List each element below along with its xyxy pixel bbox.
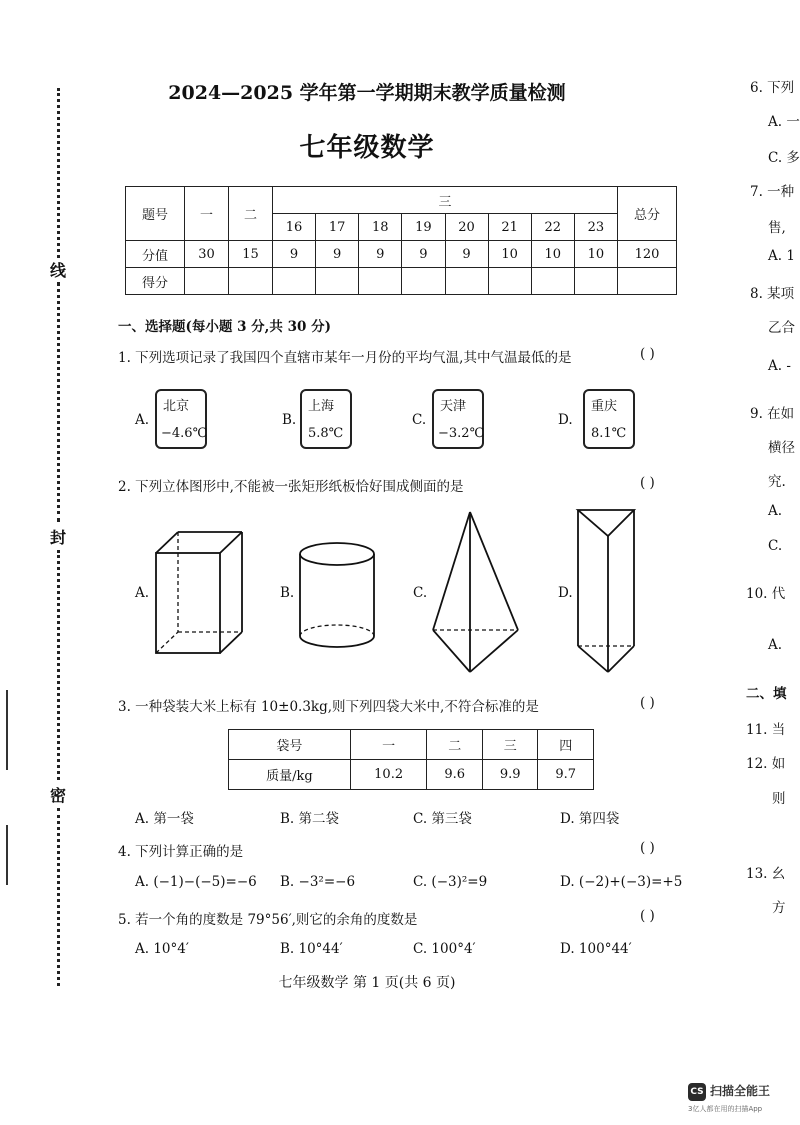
score-sub-number: 19: [402, 214, 445, 241]
right-page-line: 售,: [768, 220, 786, 236]
q5-option[interactable]: B. 10°44′: [280, 941, 343, 957]
right-page-line: 8. 某项: [750, 286, 795, 302]
city-name: 天津: [440, 399, 467, 414]
right-page-line: A. 1: [768, 248, 795, 264]
right-page-line: 6. 下列: [750, 80, 795, 96]
score-input-cell[interactable]: [185, 268, 229, 295]
right-page-line: C.: [768, 538, 783, 554]
q1-option-letter[interactable]: A.: [135, 412, 150, 428]
right-page-line: 二、填: [746, 686, 787, 702]
score-input-cell[interactable]: [229, 268, 273, 295]
score-label-points: 分值: [126, 241, 185, 268]
q3-option[interactable]: C. 第三袋: [413, 811, 472, 827]
scanner-brand: 扫描全能王: [710, 1084, 771, 1098]
rice-value-cell: 10.2: [350, 760, 427, 790]
score-points: 30: [185, 241, 229, 268]
rice-header-cell: 四: [538, 730, 594, 760]
q5-option[interactable]: D. 100°44′: [560, 941, 632, 957]
score-col-one: 一: [185, 187, 229, 241]
q5-option[interactable]: C. 100°4′: [413, 941, 476, 957]
score-points: 9: [402, 241, 445, 268]
question-2-stem: 2. 下列立体图形中,不能被一张矩形纸板恰好围成侧面的是: [118, 479, 464, 495]
score-sub-number: 18: [359, 214, 402, 241]
answer-paren[interactable]: ( ): [640, 908, 655, 924]
score-sub-number: 16: [273, 214, 316, 241]
score-input-cell[interactable]: [531, 268, 574, 295]
right-page-line: A.: [768, 503, 783, 519]
q1-option-box[interactable]: [583, 389, 635, 449]
right-page-line: 11. 当: [746, 722, 786, 738]
subject-title: 七年级数学: [299, 133, 435, 163]
temperature: 8.1℃: [591, 426, 627, 441]
score-col-total: 总分: [618, 187, 677, 241]
right-page-line: 究.: [768, 474, 786, 490]
rice-header-cell: 二: [427, 730, 483, 760]
city-name: 上海: [308, 399, 335, 414]
rice-value-cell: 质量/kg: [229, 760, 351, 790]
q3-option[interactable]: A. 第一袋: [135, 811, 194, 827]
right-page-line: 12. 如: [746, 756, 786, 772]
right-page-line: A. 一: [768, 114, 800, 130]
score-points: 9: [359, 241, 402, 268]
q4-option[interactable]: D. (−2)+(−3)=+5: [560, 874, 683, 890]
score-points: 9: [273, 241, 316, 268]
q4-option[interactable]: B. −3²=−6: [280, 874, 356, 890]
score-label-score: 得分: [126, 268, 185, 295]
q1-option-box[interactable]: [155, 389, 207, 449]
answer-paren[interactable]: ( ): [640, 840, 655, 856]
q5-option[interactable]: A. 10°4′: [135, 941, 189, 957]
score-points: 10: [531, 241, 574, 268]
score-points: 9: [445, 241, 488, 268]
score-input-cell[interactable]: [618, 268, 677, 295]
right-page-line: 乙合: [768, 320, 795, 336]
city-name: 北京: [163, 399, 190, 414]
score-sub-number: 21: [488, 214, 531, 241]
exam-title: 2024—2025 学年第一学期期末教学质量检测: [168, 82, 566, 104]
score-col-two: 二: [229, 187, 273, 241]
score-input-cell[interactable]: [574, 268, 617, 295]
right-page-line: 9. 在如: [750, 406, 795, 422]
score-points: 120: [618, 241, 677, 268]
rice-value-cell: 9.6: [427, 760, 483, 790]
score-col-three: 三: [273, 187, 618, 214]
question-1-stem: 1. 下列选项记录了我国四个直辖市某年一月份的平均气温,其中气温最低的是: [118, 350, 572, 366]
score-points: 10: [488, 241, 531, 268]
rice-value-cell: 9.9: [482, 760, 538, 790]
question-4-stem: 4. 下列计算正确的是: [118, 844, 244, 860]
temperature: −3.2℃: [438, 426, 485, 441]
q1-option-letter[interactable]: D.: [558, 412, 573, 428]
temperature: 5.8℃: [308, 426, 344, 441]
score-input-cell[interactable]: [273, 268, 316, 295]
score-input-cell[interactable]: [402, 268, 445, 295]
scanner-logo-icon: CS: [688, 1083, 706, 1101]
right-page-line: A.: [768, 637, 783, 653]
cylinder-figure[interactable]: [296, 540, 378, 652]
right-page-line: C. 多: [768, 150, 800, 166]
answer-paren[interactable]: ( ): [640, 695, 655, 711]
q2-option-letter[interactable]: B.: [280, 585, 295, 601]
question-5-stem: 5. 若一个角的度数是 79°56′,则它的余角的度数是: [118, 912, 418, 928]
score-sub-number: 22: [531, 214, 574, 241]
right-page-line: 则: [772, 791, 786, 807]
score-points: 15: [229, 241, 273, 268]
right-page-line: 横径: [768, 440, 795, 456]
triangular-prism-figure[interactable]: [574, 506, 640, 676]
binding-char-line: 线: [50, 261, 67, 280]
q3-option[interactable]: B. 第二袋: [280, 811, 340, 827]
q2-option-letter[interactable]: C.: [413, 585, 428, 601]
q2-option-letter[interactable]: A.: [135, 585, 150, 601]
right-page-line: 10. 代: [746, 586, 786, 602]
scan-edge-mark: [6, 690, 8, 770]
right-page-line: 13. 幺: [746, 866, 786, 882]
score-input-cell[interactable]: [316, 268, 359, 295]
right-page-line: A. -: [768, 358, 791, 374]
score-input-cell[interactable]: [445, 268, 488, 295]
score-label-question: 题号: [126, 187, 185, 241]
q4-option[interactable]: C. (−3)²=9: [413, 874, 488, 890]
question-3-stem: 3. 一种袋装大米上标有 10±0.3kg,则下列四袋大米中,不符合标准的是: [118, 699, 539, 715]
rice-header-cell: 一: [350, 730, 427, 760]
temperature: −4.6℃: [161, 426, 208, 441]
q1-option-box[interactable]: [300, 389, 352, 449]
binding-char-seal: 封: [50, 528, 67, 547]
score-points: 10: [574, 241, 617, 268]
scan-edge-mark: [6, 825, 8, 885]
section-heading: 一、选择题(每小题 3 分,共 30 分): [118, 319, 331, 335]
q1-option-letter[interactable]: C.: [412, 412, 427, 428]
score-table: [125, 186, 677, 295]
rice-value-cell: 9.7: [538, 760, 594, 790]
q2-option-letter[interactable]: D.: [558, 585, 573, 601]
score-points: 9: [316, 241, 359, 268]
city-name: 重庆: [591, 399, 618, 414]
answer-paren[interactable]: ( ): [640, 475, 655, 491]
rice-header-cell: 袋号: [229, 730, 351, 760]
binding-dotted-line: [57, 550, 60, 780]
page-footer: 七年级数学 第 1 页(共 6 页): [278, 975, 456, 991]
scanner-slogan: 3亿人都在用的扫描App: [688, 1105, 763, 1113]
binding-char-secret: 密: [50, 786, 67, 805]
q1-option-box[interactable]: [432, 389, 484, 449]
score-input-cell[interactable]: [359, 268, 402, 295]
score-sub-number: 20: [445, 214, 488, 241]
cuboid-figure[interactable]: [150, 528, 250, 658]
q3-option[interactable]: D. 第四袋: [560, 811, 620, 827]
rice-header-cell: 三: [482, 730, 538, 760]
right-page-line: 7. 一种: [750, 184, 795, 200]
binding-dotted-line: [57, 808, 60, 986]
binding-dotted-line: [57, 282, 60, 522]
q4-option[interactable]: A. (−1)−(−5)=−6: [135, 874, 257, 890]
pyramid-figure[interactable]: [428, 508, 524, 676]
rice-bag-table: [228, 729, 594, 790]
score-sub-number: 23: [574, 214, 617, 241]
binding-dotted-line: [57, 88, 60, 258]
q1-option-letter[interactable]: B.: [282, 412, 297, 428]
score-input-cell[interactable]: [488, 268, 531, 295]
answer-paren[interactable]: ( ): [640, 346, 655, 362]
score-sub-number: 17: [316, 214, 359, 241]
right-page-line: 方: [772, 900, 786, 916]
